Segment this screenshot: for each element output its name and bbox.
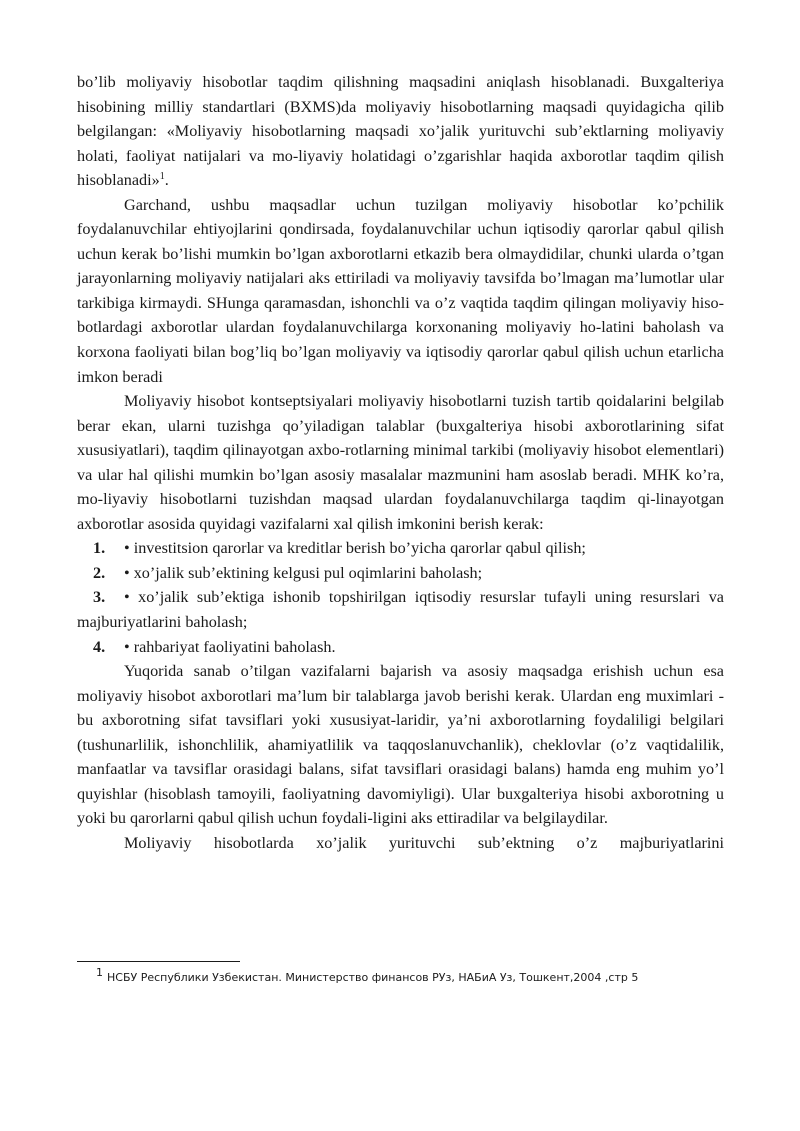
footnote-mark: 1 <box>96 966 103 979</box>
footnote-divider <box>77 961 240 962</box>
list-item-text: • investitsion qarorlar va kreditlar berish bo’yicha qarorlar qabul qilish; <box>124 539 586 558</box>
list-item-number: 4. <box>93 637 106 656</box>
paragraph-1 <box>77 70 724 193</box>
list-item-1 <box>77 536 724 561</box>
document-body <box>77 70 724 856</box>
list-item-number: 3. <box>93 588 106 607</box>
footnote <box>96 966 736 985</box>
list-item-number: 1. <box>93 539 106 558</box>
paragraph-4: Yuqorida sanab o’tilgan vazifalarni bajarish va asosiy maqsadga erishish uchun esa moliyaviy hisobot axborotlari ma’lum bir talablarga javob berishi kerak. Ulardan eng muximlari - bu axborotning sifat tavsiflari yoki xususiyat-laridir, ya’ni axborotlarning foydaliligi belgilari (tushunarlilik, ishonchlilik, ahamiyatlilik va taqqoslanuvchanlik), cheklovlar (o’z vaqtidalilik, manfaatlar va tavsiflar orasidagi balans, sifat tavsiflari orasidagi balans) hamda eng muhim yo’l quyishlar (hisoblash tamoyili, faoliyatning davomiyligi). Ular buxgalteriya hisobi axborotning u yoki bu qarorlarni qabul qilish uchun foydali-ligini aks ettiradilar va belgilaydilar. <box>77 662 724 828</box>
footnote-reference[interactable]: 1 <box>159 171 165 183</box>
list-item-2 <box>77 561 724 586</box>
paragraph-1-end: . <box>164 171 169 190</box>
paragraph-2: Garchand, ushbu maqsadlar uchun tuzilgan moliyaviy hisobotlar ko’pchilik foydalanuvchilar ehtiyojlarini qondirsada, foydalanuvchilar uchun iqtisodiy qarorlar qabul qilish uchun kerak bo’lishi mumkin bo’lgan axborotlarni etkazib bera olmaydidilar, chunki ularda o’tgan jarayonlarning moliyaviy natijalari aks ettiriladi va moliyaviy tavsifda bo’lmagan ma’lumotlar ular tarkibiga kirmaydi. SHunga qaramasdan, ishonchli va o’z vaqtida taqdim qilingan moliyaviy hiso-botlardagi axborotlar ulardan foydalanuvchilarga korxonaning moliyaviy ho-latini baholash va korxona faoliyati bilan bog’liq bo’lgan moliyaviy va iqtisodiy qarorlar qabul qilish uchun etarlicha imkon beradi <box>77 195 724 386</box>
footnote-text: НСБУ Республики Узбекистан. Министерство финансов РУз, НАБиА Уз, Тошкент,2004 ,стр 5 <box>107 971 639 984</box>
list-item-text: • rahbariyat faoliyatini baholash. <box>124 637 336 656</box>
list-item-3 <box>77 585 724 634</box>
paragraph-3: Moliyaviy hisobot kontseptsiyalari moliyaviy hisobotlarni tuzish tartib qoidalarini belgilab berar ekan, ularni tuzishga qo’yiladigan talablar (buxgalteriya hisobi axborotlarining sifat xususiyatlari), taqdim qilinayotgan axbo-rotlarning minimal tarkibi (moliyaviy hisobot elementlari) va ular hal qilishi mumkin bo’lgan asosiy masalalar mazmunini ham asoslab beradi. MHK ko’ra, mo-liyaviy hisobotlarni tuzishdan maqsad ulardan foydalanuvchilarga taqdim qi-linayotgan axborotlar asosida quyidagi vazifalarni xal qilish imkonini berish kerak: <box>77 392 724 533</box>
paragraph-1-text: bo’lib moliyaviy hisobotlar taqdim qilishning maqsadini aniqlash hisoblanadi. Buxgalteriya hisobining milliy standartlari (BXMS)da moliyaviy hisobotlarning maqsadi quyidagicha qilib belgilangan: «Moliyaviy hisobotlarning maqsadi xo’jalik yurituvchi sub’ektlarning moliyaviy holati, faoliyat natijalari va mo-liyaviy holatidagi o’zgarishlar haqida axborotlar taqdim qilish hisoblanadi» <box>77 73 724 190</box>
paragraph-5: Moliyaviy hisobotlarda xo’jalik yurituvchi sub’ektning o’z majburiyatlarini <box>124 833 724 852</box>
list-item-text: • xo’jalik sub’ektining kelgusi pul oqimlarini baholash; <box>124 563 483 582</box>
list-item-text: • xo’jalik sub’ektiga ishonib topshirilgan iqtisodiy resurslar tufayli uning resurslari va majburiyatlarini baholash; <box>77 588 724 632</box>
list-item-number: 2. <box>93 563 106 582</box>
list-item-4 <box>77 635 724 660</box>
